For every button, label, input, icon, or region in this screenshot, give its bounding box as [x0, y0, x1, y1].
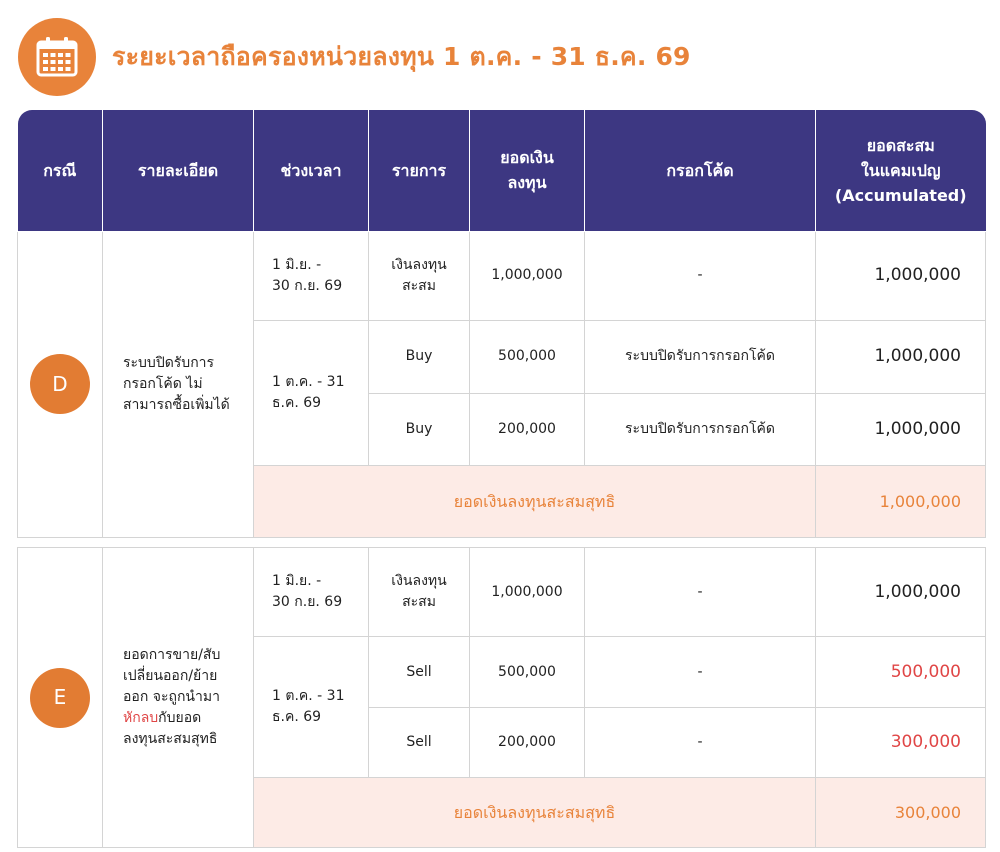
detail-line: กรอกโค้ด ไม่ — [123, 375, 203, 392]
case-cell — [18, 231, 103, 537]
summary-value: 1,000,000 — [816, 465, 986, 537]
col-header-acc-l2: ในแคมเปญ — [860, 160, 941, 180]
table-row — [18, 231, 986, 320]
table-row — [18, 548, 986, 637]
col-header-amount — [470, 110, 585, 231]
detail-line — [123, 708, 245, 729]
col-header-case: กรณี — [18, 110, 103, 231]
period-line: 1 ต.ค. - 31 — [272, 688, 345, 704]
period-line: ธ.ค. 69 — [272, 709, 322, 725]
amount-cell: 200,000 — [470, 393, 585, 465]
summary-label: ยอดเงินลงทุนสะสมสุทธิ — [254, 778, 816, 848]
detail-line: ลงทุนสะสมสุทธิ — [123, 731, 218, 747]
detail-line: สามารถซื้อเพิ่มได้ — [123, 396, 230, 413]
accumulated-cell: 1,000,000 — [816, 231, 986, 320]
accumulated-cell: 1,000,000 — [816, 548, 986, 637]
period-cell — [254, 548, 369, 637]
col-header-item: รายการ — [369, 110, 470, 231]
period-line: 1 มิ.ย. - — [272, 256, 322, 273]
accumulated-cell: 1,000,000 — [816, 320, 986, 393]
period-cell — [254, 320, 369, 465]
case-badge: D — [30, 354, 90, 414]
item-line: เงินลงทุน — [391, 573, 447, 589]
case-e-table — [17, 547, 986, 848]
item-cell: Buy — [369, 320, 470, 393]
item-cell — [369, 548, 470, 637]
code-cell: ระบบปิดรับการกรอกโค้ด — [585, 320, 816, 393]
item-cell — [369, 231, 470, 320]
amount-cell: 200,000 — [470, 708, 585, 778]
page-title: ระยะเวลาถือครองหน่วยลงทุน 1 ต.ค. - 31 ธ.ค. 69 — [112, 42, 691, 71]
col-header-amount-l1: ยอดเงิน — [500, 148, 554, 168]
item-cell: Sell — [369, 708, 470, 778]
item-line: เงินลงทุน — [391, 256, 447, 273]
period-line: 1 ต.ค. - 31 — [272, 373, 345, 390]
col-header-period: ช่วงเวลา — [254, 110, 369, 231]
case-cell — [18, 548, 103, 848]
detail-line: เปลี่ยนออก/ย้าย — [123, 668, 218, 684]
detail-line: ออก จะถูกนำมา — [123, 689, 220, 705]
case-detail — [103, 231, 254, 537]
detail-line-rest: กับยอด — [158, 710, 202, 726]
period-cell — [254, 231, 369, 320]
code-cell: - — [585, 637, 816, 708]
item-line: สะสม — [402, 277, 436, 294]
case-badge: E — [30, 668, 90, 728]
period-cell — [254, 637, 369, 778]
accumulated-cell: 300,000 — [816, 708, 986, 778]
amount-cell: 1,000,000 — [470, 231, 585, 320]
amount-cell: 500,000 — [470, 320, 585, 393]
item-cell: Sell — [369, 637, 470, 708]
col-header-acc-l3: (Accumulated) — [834, 185, 967, 205]
summary-value: 300,000 — [816, 778, 986, 848]
item-line: สะสม — [402, 594, 436, 610]
summary-label: ยอดเงินลงทุนสะสมสุทธิ — [254, 465, 816, 537]
code-cell: ระบบปิดรับการกรอกโค้ด — [585, 393, 816, 465]
period-line: 1 มิ.ย. - — [272, 573, 322, 589]
page-header — [18, 18, 691, 96]
col-header-code: กรอกโค้ด — [585, 110, 816, 231]
code-cell: - — [585, 231, 816, 320]
case-detail — [103, 548, 254, 848]
amount-cell: 1,000,000 — [470, 548, 585, 637]
period-line: 30 ก.ย. 69 — [272, 594, 343, 610]
col-header-accumulated — [816, 110, 986, 231]
col-header-amount-l2: ลงทุน — [507, 173, 547, 193]
period-line: 30 ก.ย. 69 — [272, 277, 343, 294]
period-line: ธ.ค. 69 — [272, 394, 322, 411]
detail-line: ระบบปิดรับการ — [123, 354, 215, 371]
code-cell: - — [585, 548, 816, 637]
col-header-detail: รายละเอียด — [103, 110, 254, 231]
accumulated-cell: 1,000,000 — [816, 393, 986, 465]
case-d-table — [17, 110, 986, 538]
calendar-icon — [18, 18, 96, 96]
code-cell: - — [585, 708, 816, 778]
item-cell: Buy — [369, 393, 470, 465]
table-header-row — [18, 110, 986, 231]
amount-cell: 500,000 — [470, 637, 585, 708]
col-header-acc-l1: ยอดสะสม — [866, 135, 935, 155]
detail-highlight: หักลบ — [123, 710, 159, 726]
accumulated-cell: 500,000 — [816, 637, 986, 708]
detail-line: ยอดการขาย/สับ — [123, 647, 221, 663]
